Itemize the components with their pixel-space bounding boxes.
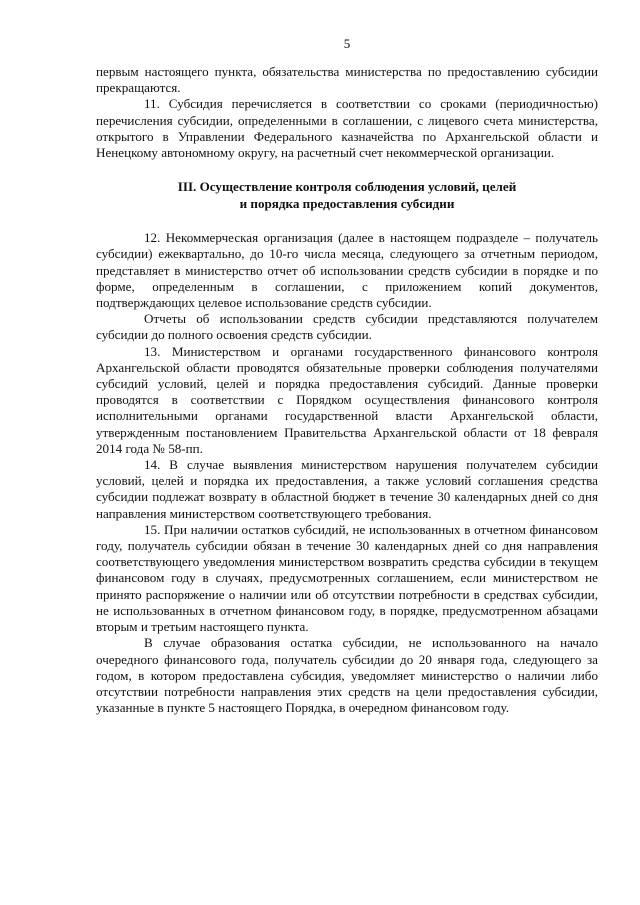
paragraph-12: 12. Некоммерческая организация (далее в настоящем подразделе – получатель субсидии) ежеквартально, до 10-го числа месяца, следующего за отчетным периодом, представляет в министерство отчет об использовании средств субсидии в порядке и по форме, определенным в соглашении, с приложением копий документов, подтверждающих целевое использование средств субсидии.	[96, 230, 598, 311]
paragraph-15: 15. При наличии остатков субсидий, не использованных в отчетном финансовом году, получатель субсидии обязан в течение 30 календарных дней со дня направления соответствующего уведомления министерством возвратить средства субсидии в текущем финансовом году в случаях, предусмотренных соглашением, если министерством не принято распоряжение о наличии или об отсутствии потребности в средствах субсидии, не использованных в отчетном финансовом году, в порядке, предусмотренном абзацами вторым и третьим настоящего пункта.	[96, 521, 598, 635]
paragraph-14: 14. В случае выявления министерством нарушения получателем субсидии условий, целей и порядка их предоставления, а также условий соглашения средства субсидии подлежат возврату в областной бюджет в течение 30 календарных дней со дня направления министерством соответствующего требования.	[96, 457, 598, 521]
section-heading	[96, 179, 598, 212]
section-heading-line-1: III. Осуществление контроля соблюдения условий, целей	[177, 179, 517, 195]
section-heading-line-2: и порядка предоставления субсидии	[239, 195, 455, 211]
paragraph-13: 13. Министерством и органами государственного финансового контроля Архангельской области проводятся обязательные проверки соблюдения получателями субсидий условий, целей и порядка предоставления субсидий. Данные проверки проводятся в соответствии с Порядком осуществления финансового контроля исполнительными органами государственной власти Архангельской области, утвержденным постановлением Правительства Архангельской области от 18 февраля 2014 года № 58-пп.	[96, 343, 598, 456]
paragraph-12-reports: Отчеты об использовании средств субсидии представляются получателем субсидии до полного освоения средств субсидии.	[96, 311, 598, 343]
paragraph-11: 11. Субсидия перечисляется в соответствии со сроками (периодичностью) перечисления субсидии, определенными в соглашении, с лицевого счета министерства, открытого в Управлении Федерального казначейства по Архангельской области и Ненецкому автономному округу, на расчетный счет некоммерческой организации.	[96, 96, 598, 161]
paragraph-continuation: первым настоящего пункта, обязательства министерства по предоставлению субсидии прекращаются.	[96, 64, 598, 96]
page-number: 5	[343, 36, 351, 51]
paragraph-15-remainder: В случае образования остатка субсидии, не использованного на начало очередного финансового года, получатель субсидии до 20 января года, следующего за годом, в котором предоставлена субсидия, уведомляет министерство о наличии либо отсутствии потребности направления этих средств на цели предоставления субсидии, указанные в пункте 5 настоящего Порядка, в очередном финансовом году.	[96, 635, 598, 716]
